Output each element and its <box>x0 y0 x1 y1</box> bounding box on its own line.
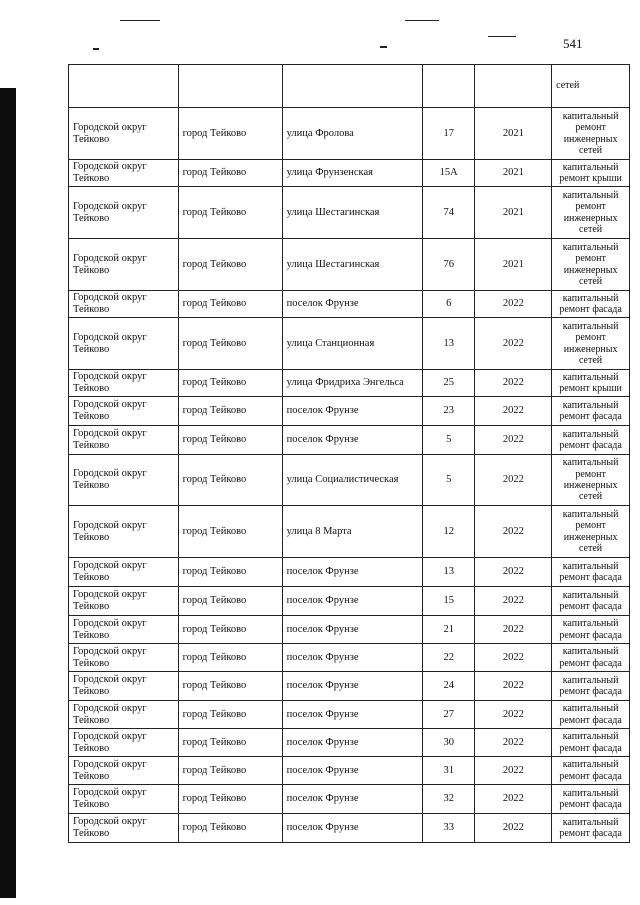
cell-year: 2022 <box>475 397 552 426</box>
cell-house <box>422 65 475 108</box>
cell-city: город Тейково <box>178 785 282 814</box>
cell-city: город Тейково <box>178 370 282 397</box>
table-row <box>69 644 630 672</box>
cell-year: 2021 <box>475 239 552 291</box>
cell-city: город Тейково <box>178 506 282 558</box>
cell-year: 2022 <box>475 506 552 558</box>
cell-work-type: капитальный ремонт фасада <box>552 729 630 757</box>
table-row <box>69 108 630 160</box>
cell-street: поселок Фрунзе <box>282 757 422 785</box>
scan-mark <box>488 36 516 37</box>
table-row <box>69 701 630 729</box>
cell-city: город Тейково <box>178 108 282 160</box>
cell-municipality: Городской округ Тейково <box>69 644 179 672</box>
table-row <box>69 426 630 455</box>
cell-municipality: Городской округ Тейково <box>69 558 179 587</box>
cell-work-type: капитальный ремонт фасада <box>552 426 630 455</box>
cell-house: 24 <box>422 672 475 701</box>
cell-work-type: капитальный ремонт инженерных сетей <box>552 455 630 506</box>
cell-city: город Тейково <box>178 397 282 426</box>
cell-street: поселок Фрунзе <box>282 616 422 644</box>
table-row <box>69 729 630 757</box>
table-row <box>69 814 630 843</box>
cell-municipality: Городской округ Тейково <box>69 160 179 187</box>
cell-city: город Тейково <box>178 239 282 291</box>
cell-house: 21 <box>422 616 475 644</box>
cell-city: город Тейково <box>178 814 282 843</box>
cell-year: 2022 <box>475 814 552 843</box>
cell-work-type: капитальный ремонт фасада <box>552 672 630 701</box>
cell-city <box>178 65 282 108</box>
cell-municipality <box>69 65 179 108</box>
cell-work-type: капитальный ремонт фасада <box>552 587 630 616</box>
cell-year: 2022 <box>475 616 552 644</box>
cell-work-type: капитальный ремонт инженерных сетей <box>552 506 630 558</box>
cell-street: улица Фролова <box>282 108 422 160</box>
table-row <box>69 757 630 785</box>
cell-street: поселок Фрунзе <box>282 729 422 757</box>
table-row <box>69 370 630 397</box>
cell-year: 2022 <box>475 318 552 370</box>
cell-street: улица Фрунзенская <box>282 160 422 187</box>
cell-house: 76 <box>422 239 475 291</box>
cell-city: город Тейково <box>178 455 282 506</box>
cell-house: 23 <box>422 397 475 426</box>
cell-house: 13 <box>422 318 475 370</box>
cell-house: 13 <box>422 558 475 587</box>
cell-city: город Тейково <box>178 587 282 616</box>
table-row <box>69 160 630 187</box>
cell-house: 30 <box>422 729 475 757</box>
cell-city: город Тейково <box>178 558 282 587</box>
cell-year: 2022 <box>475 455 552 506</box>
cell-municipality: Городской округ Тейково <box>69 397 179 426</box>
cell-year: 2022 <box>475 426 552 455</box>
cell-work-type: капитальный ремонт инженерных сетей <box>552 108 630 160</box>
cell-municipality: Городской округ Тейково <box>69 785 179 814</box>
table-row <box>69 397 630 426</box>
cell-street: поселок Фрунзе <box>282 426 422 455</box>
cell-municipality: Городской округ Тейково <box>69 729 179 757</box>
cell-work-type: сетей <box>552 65 630 108</box>
scan-mark <box>120 20 160 21</box>
cell-municipality: Городской округ Тейково <box>69 814 179 843</box>
cell-street: поселок Фрунзе <box>282 397 422 426</box>
table-row <box>69 616 630 644</box>
cell-street: улица Социалистическая <box>282 455 422 506</box>
cell-year: 2022 <box>475 785 552 814</box>
cell-year: 2022 <box>475 587 552 616</box>
repair-schedule-table <box>68 64 630 843</box>
cell-year: 2022 <box>475 701 552 729</box>
scan-edge-artifact <box>0 88 16 898</box>
cell-year <box>475 65 552 108</box>
cell-work-type: капитальный ремонт крыши <box>552 370 630 397</box>
cell-municipality: Городской округ Тейково <box>69 506 179 558</box>
cell-city: город Тейково <box>178 426 282 455</box>
table-row <box>69 672 630 701</box>
cell-city: город Тейково <box>178 701 282 729</box>
table-row <box>69 785 630 814</box>
scan-mark <box>93 48 99 50</box>
cell-city: город Тейково <box>178 318 282 370</box>
cell-house: 5 <box>422 426 475 455</box>
cell-city: город Тейково <box>178 160 282 187</box>
cell-municipality: Городской округ Тейково <box>69 587 179 616</box>
cell-work-type: капитальный ремонт фасада <box>552 644 630 672</box>
cell-year: 2021 <box>475 160 552 187</box>
cell-city: город Тейково <box>178 187 282 239</box>
cell-street: поселок Фрунзе <box>282 672 422 701</box>
cell-house: 31 <box>422 757 475 785</box>
cell-house: 27 <box>422 701 475 729</box>
cell-city: город Тейково <box>178 291 282 318</box>
cell-year: 2021 <box>475 108 552 160</box>
cell-year: 2022 <box>475 672 552 701</box>
cell-municipality: Городской округ Тейково <box>69 318 179 370</box>
cell-street: поселок Фрунзе <box>282 587 422 616</box>
cell-year: 2022 <box>475 644 552 672</box>
cell-street: улица 8 Марта <box>282 506 422 558</box>
cell-municipality: Городской округ Тейково <box>69 239 179 291</box>
cell-street: улица Шестагинская <box>282 187 422 239</box>
scan-mark <box>380 46 387 48</box>
table-row-continuation <box>69 65 630 108</box>
cell-work-type: капитальный ремонт инженерных сетей <box>552 187 630 239</box>
cell-house: 33 <box>422 814 475 843</box>
cell-work-type: капитальный ремонт фасада <box>552 558 630 587</box>
scan-mark <box>405 20 439 21</box>
table-row <box>69 318 630 370</box>
cell-municipality: Городской округ Тейково <box>69 370 179 397</box>
table-row <box>69 291 630 318</box>
cell-work-type: капитальный ремонт фасада <box>552 701 630 729</box>
cell-house: 6 <box>422 291 475 318</box>
table-row <box>69 587 630 616</box>
cell-work-type: капитальный ремонт инженерных сетей <box>552 239 630 291</box>
cell-street: поселок Фрунзе <box>282 644 422 672</box>
cell-work-type: капитальный ремонт фасада <box>552 785 630 814</box>
table-row <box>69 506 630 558</box>
cell-house: 5 <box>422 455 475 506</box>
cell-house: 25 <box>422 370 475 397</box>
cell-house: 32 <box>422 785 475 814</box>
cell-year: 2022 <box>475 558 552 587</box>
cell-municipality: Городской округ Тейково <box>69 757 179 785</box>
cell-municipality: Городской округ Тейково <box>69 187 179 239</box>
cell-street: улица Станционная <box>282 318 422 370</box>
cell-work-type: капитальный ремонт фасада <box>552 757 630 785</box>
cell-street: поселок Фрунзе <box>282 785 422 814</box>
cell-street <box>282 65 422 108</box>
cell-municipality: Городской округ Тейково <box>69 291 179 318</box>
cell-municipality: Городской округ Тейково <box>69 455 179 506</box>
table-row <box>69 239 630 291</box>
cell-street: поселок Фрунзе <box>282 701 422 729</box>
cell-city: город Тейково <box>178 757 282 785</box>
cell-house: 22 <box>422 644 475 672</box>
cell-work-type: капитальный ремонт фасада <box>552 291 630 318</box>
cell-work-type: капитальный ремонт крыши <box>552 160 630 187</box>
cell-year: 2021 <box>475 187 552 239</box>
table-row <box>69 558 630 587</box>
cell-street: улица Фридриха Энгельса <box>282 370 422 397</box>
cell-city: город Тейково <box>178 644 282 672</box>
cell-street: поселок Фрунзе <box>282 814 422 843</box>
cell-street: поселок Фрунзе <box>282 291 422 318</box>
cell-house: 74 <box>422 187 475 239</box>
cell-city: город Тейково <box>178 672 282 701</box>
table-row <box>69 187 630 239</box>
cell-house: 15А <box>422 160 475 187</box>
cell-house: 17 <box>422 108 475 160</box>
cell-year: 2022 <box>475 370 552 397</box>
cell-house: 15 <box>422 587 475 616</box>
cell-house: 12 <box>422 506 475 558</box>
cell-work-type: капитальный ремонт инженерных сетей <box>552 318 630 370</box>
cell-municipality: Городской округ Тейково <box>69 616 179 644</box>
cell-year: 2022 <box>475 729 552 757</box>
cell-municipality: Городской округ Тейково <box>69 426 179 455</box>
cell-year: 2022 <box>475 291 552 318</box>
cell-city: город Тейково <box>178 729 282 757</box>
cell-year: 2022 <box>475 757 552 785</box>
cell-municipality: Городской округ Тейково <box>69 701 179 729</box>
cell-street: улица Шестагинская <box>282 239 422 291</box>
page-number: 541 <box>563 36 583 51</box>
cell-street: поселок Фрунзе <box>282 558 422 587</box>
cell-city: город Тейково <box>178 616 282 644</box>
cell-work-type: капитальный ремонт фасада <box>552 397 630 426</box>
cell-work-type: капитальный ремонт фасада <box>552 616 630 644</box>
table-row <box>69 455 630 506</box>
cell-work-type: капитальный ремонт фасада <box>552 814 630 843</box>
cell-municipality: Городской округ Тейково <box>69 672 179 701</box>
cell-municipality: Городской округ Тейково <box>69 108 179 160</box>
